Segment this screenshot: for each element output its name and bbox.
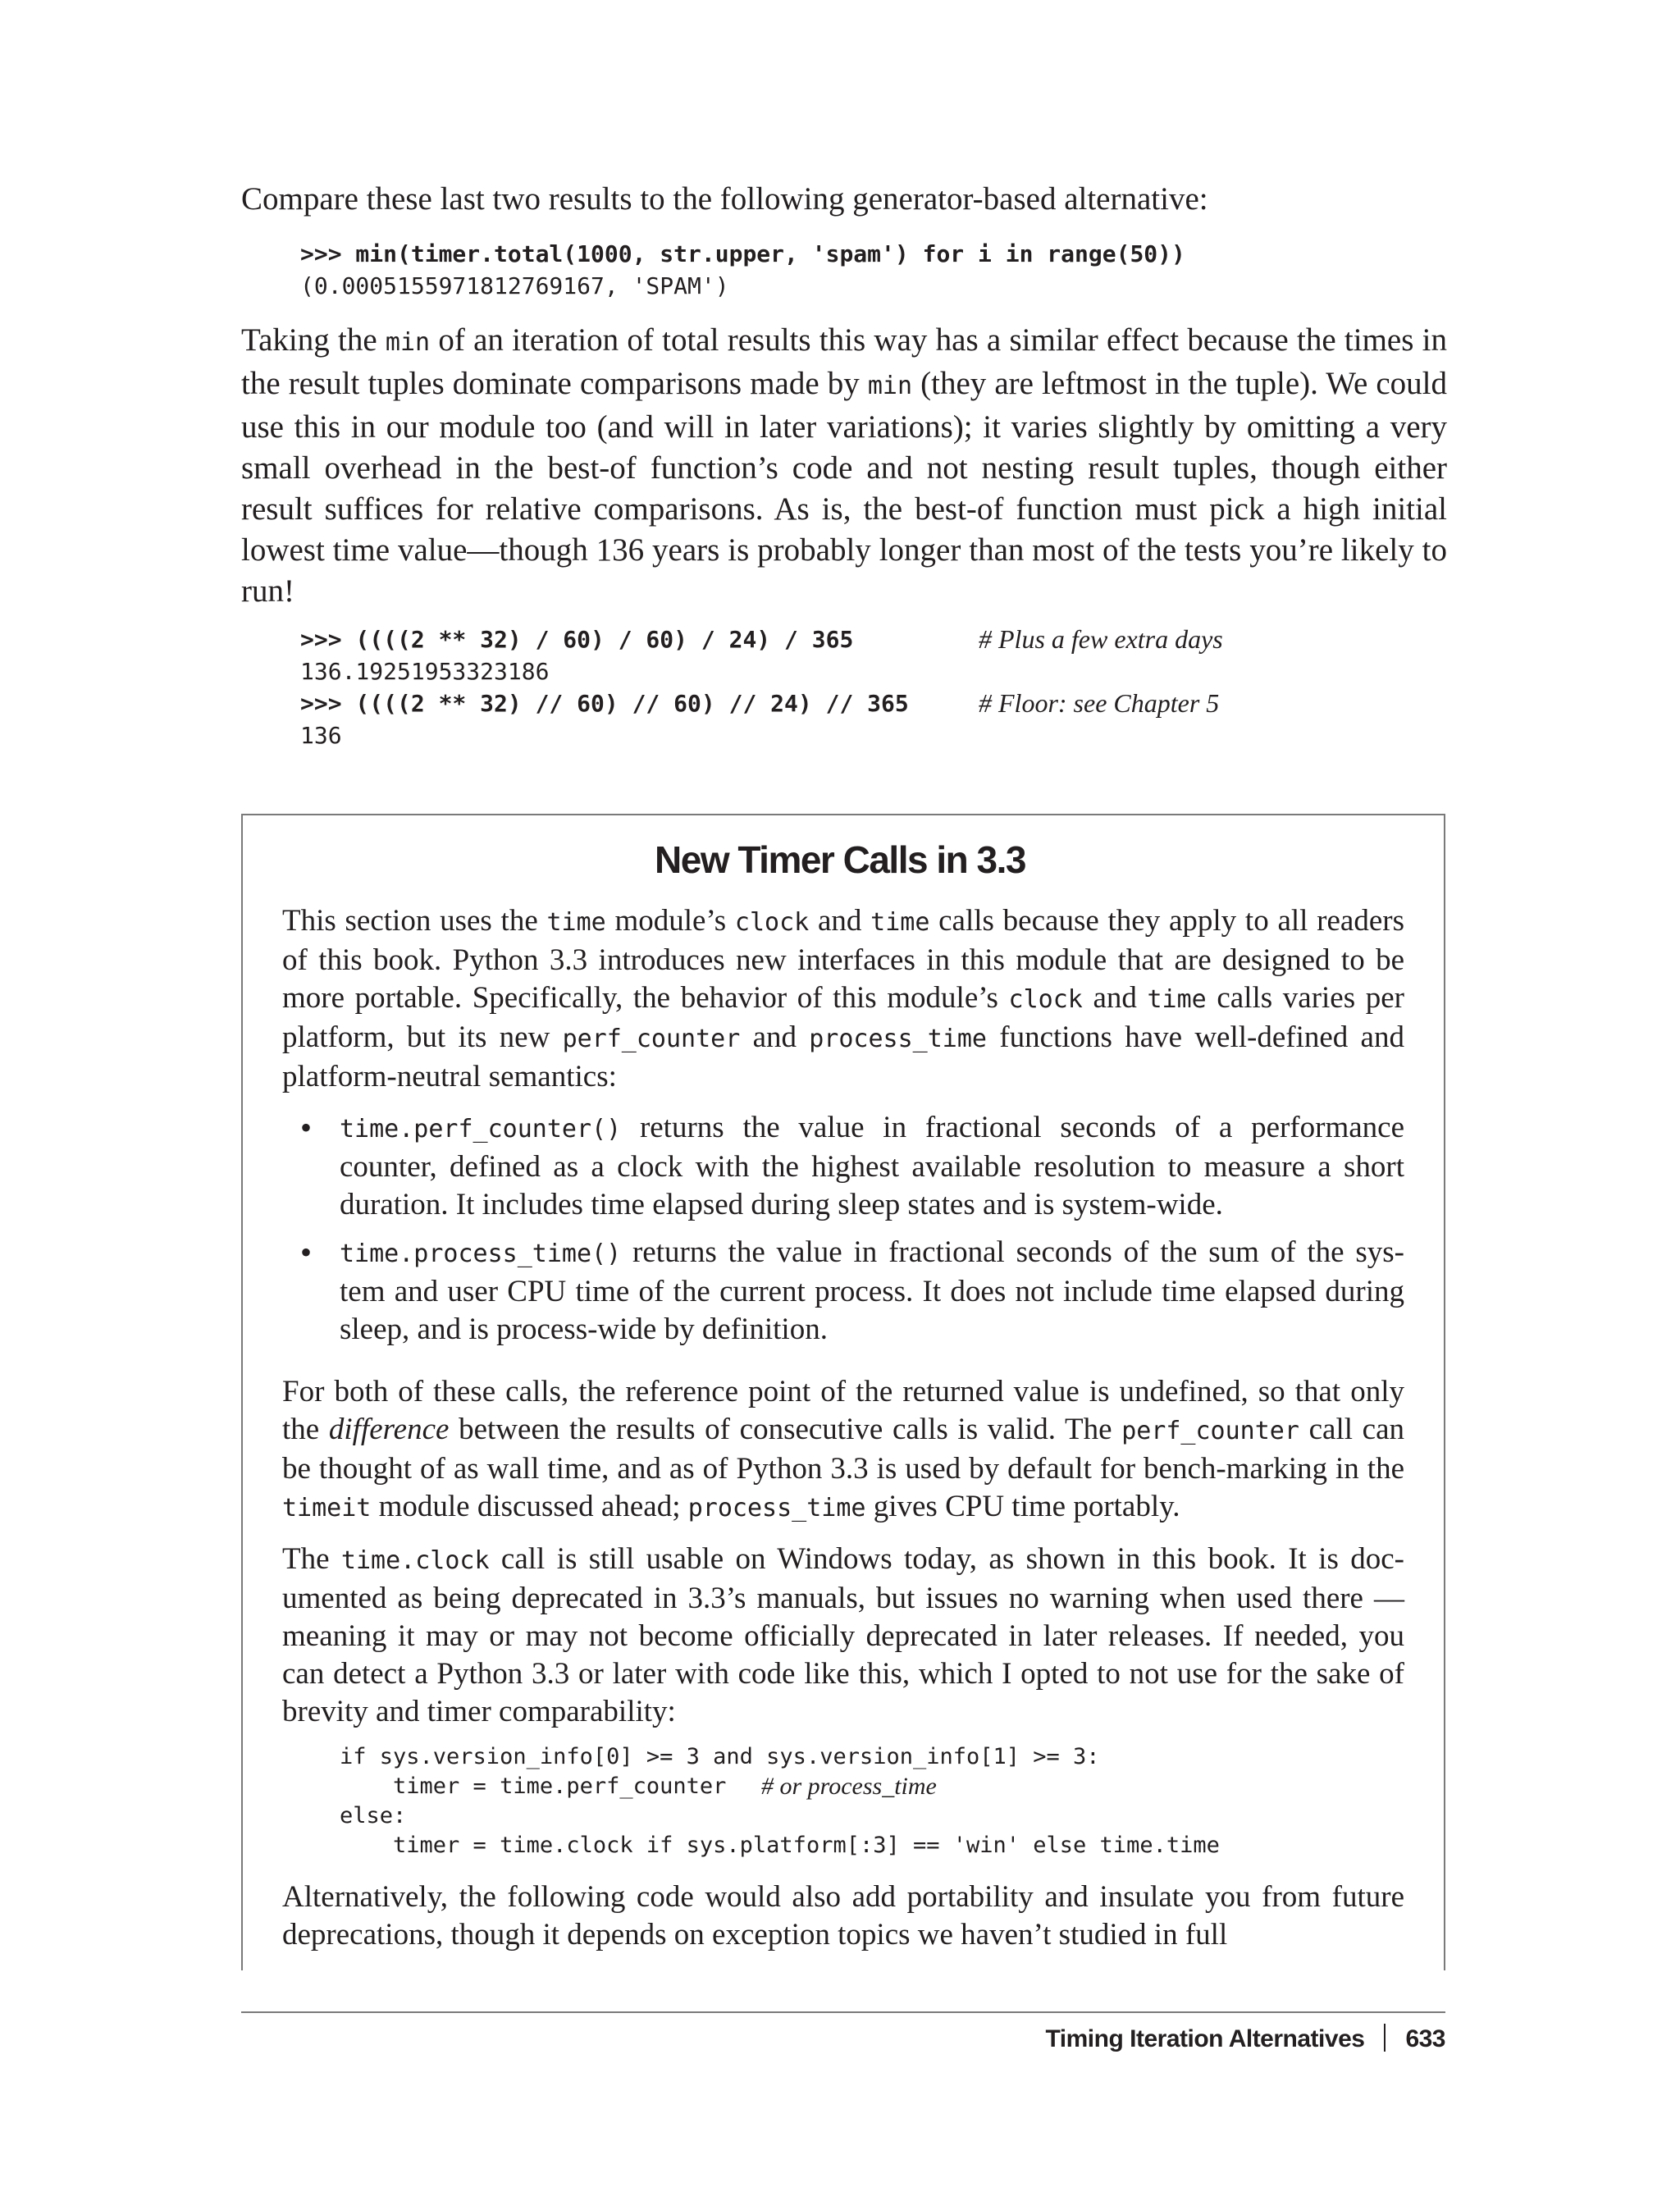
sidebar-title: New Timer Calls in 3.3: [655, 838, 1025, 881]
page-footer: [1046, 2023, 1445, 2056]
code-output: 136.19251953323186: [300, 658, 550, 685]
code-block-generator: [300, 238, 1185, 302]
sidebar-paragraph-intro: This section uses the time module’s clock and time calls because they apply to all readers of this book. Python 3.3 introduces new interfaces in this module that are designed to be more portable. Specifically, the behavior of this module’s clock and time calls varies per platform, but its new perf_counter and process_time functions have well-defined and platform-neutral semantics:: [282, 904, 1404, 1093]
page-number: 633: [1405, 2025, 1445, 2052]
code-comment: # Floor: see Chapter 5: [979, 688, 1220, 718]
inline-code: perf_counter: [1121, 1417, 1299, 1445]
inline-code: time.clock: [340, 1546, 490, 1575]
inline-code: min: [867, 372, 913, 400]
inline-code: time: [870, 908, 930, 937]
code-line: >>> ((((2 ** 32) / 60) / 60) / 24) / 365: [300, 626, 854, 653]
inline-code: time: [1147, 985, 1207, 1014]
code-block-version-check: [340, 1742, 1220, 1860]
inline-code: clock: [734, 908, 810, 937]
footer-section-title: Timing Iteration Alternatives: [1045, 2025, 1365, 2052]
inline-code: perf_counter: [562, 1025, 741, 1053]
inline-code: time.process_time(): [340, 1239, 622, 1268]
emphasis: difference: [328, 1413, 450, 1446]
paragraph-min-iteration: Taking the min of an iteration of total results this way has a similar effect because the times in the result tuples dominate comparisons made by min (they are leftmost in the tuple). We could use this in our module too (and will in later variations); it varies slightly by omitting a very small overhead in the best-of function’s code and not nesting result tuples, though either result suffices for relative comparisons. As is, the best-of function must pick a high initial lowest time value—though 136 years is probably longer than most of the tests you’re likely to run!: [241, 322, 1447, 609]
code-line: >>> min(timer.total(1000, str.upper, 'spam') for i in range(50)): [300, 240, 1185, 267]
code-block-years: [300, 623, 909, 751]
code-output: (0.0005155971812769167, 'SPAM'): [300, 272, 729, 299]
code-line: >>> ((((2 ** 32) // 60) // 60) // 24) // 365: [300, 690, 909, 717]
list-item-perf-counter: time.perf_counter() returns the value in fractional seconds of a performance counter, defined as a clock with the highest available resolution to measure a short duration. It includes time elapsed during sleep states and is system-wide.: [340, 1111, 1404, 1221]
code-comment: # or process_time: [761, 1773, 937, 1800]
intro-paragraph: Compare these last two results to the following generator-based alternative:: [241, 181, 1208, 217]
inline-code: min: [385, 328, 431, 357]
code-output: 136: [300, 722, 342, 749]
inline-code: time.perf_counter(): [340, 1115, 622, 1144]
sidebar-paragraph-alternative: Alternatively, the following code would also add portability and insulate you from future deprecations, though it depends on exception topics we haven’t studied in full: [282, 1880, 1404, 1952]
footer-separator: [1384, 2024, 1386, 2052]
inline-code: clock: [1008, 985, 1083, 1014]
inline-code: process_time: [687, 1494, 866, 1522]
bullet-icon: •: [300, 1234, 313, 1271]
sidebar-paragraph-reference-point: For both of these calls, the reference point of the returned value is undefined, so that only the difference between the results of consecutive calls is valid. The perf_counter call can be thought of as wall time, and as of Python 3.3 is used by default for bench-marking in the timeit module discussed ahead; process_time gives CPU time portably.: [282, 1375, 1405, 1523]
bullet-icon: •: [300, 1109, 313, 1146]
code-line: else:: [340, 1803, 407, 1828]
inline-code: time: [546, 908, 606, 937]
code-comment: # Plus a few extra days: [979, 624, 1223, 654]
code-line: if sys.version_info[0] >= 3 and sys.version_info[1] >= 3:: [340, 1744, 1100, 1769]
sidebar-paragraph-deprecation: The time.clock call is still usable on Windows today, as shown in this book. It is doc-umented as being deprecated in 3.3’s manuals, but issues no warning when used there —meaning it may or may not become officially deprecated in later releases. If needed, you can detect a Python 3.3 or later with code like this, which I opted to not use for the sake of brevity and timer comparability:: [282, 1542, 1404, 1728]
list-item-process-time: time.process_time() returns the value in fractional seconds of the sum of the sys-tem and user CPU time of the current process. It does not include time elapsed during sleep, and is process-wide by definition.: [340, 1235, 1404, 1346]
code-line: timer = time.clock if sys.platform[:3] == 'win' else time.time: [340, 1833, 1220, 1858]
inline-code: timeit: [282, 1494, 372, 1522]
code-line: timer = time.perf_counter: [340, 1774, 727, 1799]
inline-code: process_time: [809, 1025, 987, 1053]
footer-divider: [241, 2011, 1445, 2013]
